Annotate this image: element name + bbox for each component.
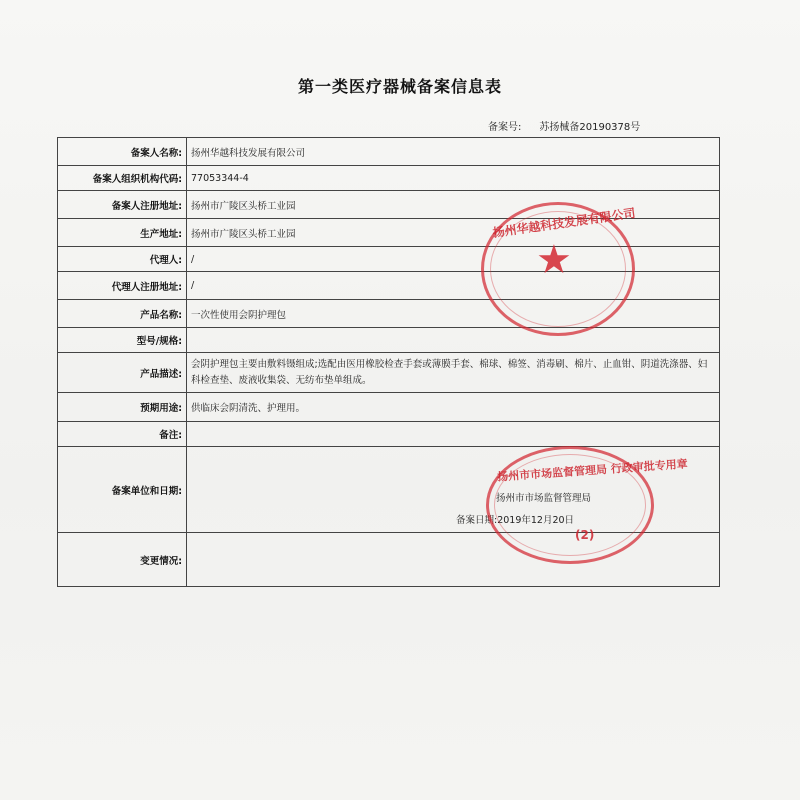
row-org-code [58,166,720,191]
remarks-value [187,422,720,447]
reg-address-value: 扬州市广陵区头桥工业园 [187,191,720,219]
filing-number [488,118,640,133]
description-value: 会阴护理包主要由敷料镊组成;选配由医用橡胶检查手套或薄膜手套、棉球、棉签、消毒刷、棉片、止血钳、阴道洗涤器、妇科检查垫、废液收集袋、无纺布垫单组成。 [187,353,720,393]
org-code-value: 77053344-4 [187,166,720,191]
agent-label: 代理人: [58,247,187,272]
authority-seal-sub: (2) [575,528,595,542]
prod-address-value: 扬州市广陵区头桥工业园 [187,219,720,247]
authority-seal-text: 扬州市市场监督管理局 行政审批专用章 [496,457,689,484]
product-name-label: 产品名称: [58,300,187,328]
filer-name-value: 扬州华越科技发展有限公司 [187,138,720,166]
prod-address-label: 生产地址: [58,219,187,247]
filing-unit-label: 备案单位和日期: [58,447,187,533]
reg-address-label: 备案人注册地址: [58,191,187,219]
seal-star-icon: ★ [536,237,572,283]
org-code-label: 备案人组织机构代码: [58,166,187,191]
description-label: 产品描述: [58,353,187,393]
row-intended-use [58,393,720,422]
product-name-value: 一次性使用会阴护理包 [187,300,720,328]
agent-address-value: / [187,272,720,300]
intended-use-value: 供临床会阴清洗、护理用。 [187,393,720,422]
document-title: 第一类医疗器械备案信息表 [297,77,502,96]
row-filer-name [58,138,720,166]
filing-date: 备案日期:2019年12月20日 [456,515,575,526]
changes-label: 变更情况: [58,533,187,587]
agent-address-label: 代理人注册地址: [58,272,187,300]
row-model [58,328,720,353]
changes-value [187,533,720,587]
row-remarks [58,422,720,447]
model-value [187,328,720,353]
intended-use-label: 预期用途: [58,393,187,422]
model-label: 型号/规格: [58,328,187,353]
row-description [58,353,720,393]
remarks-label: 备注: [58,422,187,447]
filer-name-label: 备案人名称: [58,138,187,166]
filing-number-value: 苏扬械备20190378号 [539,122,641,133]
agent-value: / [187,247,720,272]
filing-unit-name: 扬州市市场监督管理局 [496,493,592,504]
filing-number-label: 备案号: [488,122,522,133]
company-seal-text: 扬州华越科技发展有限公司 [491,206,637,240]
